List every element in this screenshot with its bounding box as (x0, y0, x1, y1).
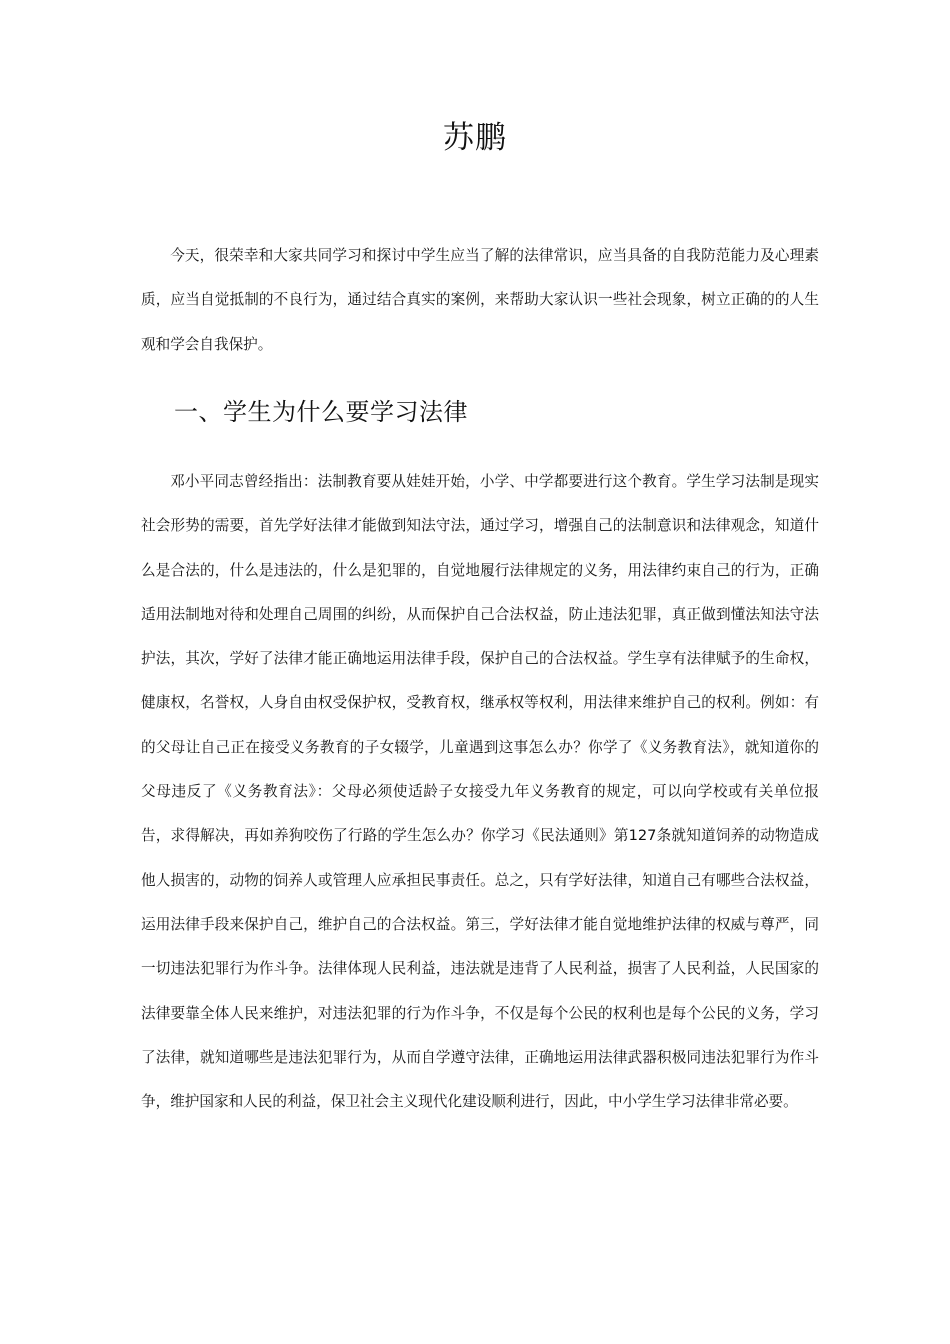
section-body-paragraph: 邓小平同志曾经指出：法制教育要从娃娃开始，小学、中学都要进行这个教育。学生学习法制是现实社会形势的需要，首先学好法律才能做到知法守法，通过学习，增强自己的法制意识和法律观念，知道什么是合法的，什么是违法的，什么是犯罪的，自觉地履行法律规定的义务，用法律约束自己的行为，正确适用法制地对待和处理自己周围的纠纷，从而保护自己合法权益，防止违法犯罪，真正做到懂法知法守法护法，其次，学好了法律才能正确地运用法律手段，保护自己的合法权益。学生享有法律赋予的生命权，健康权，名誉权，人身自由权受保护权，受教育权，继承权等权利，用法律来维护自己的权利。例如：有的父母让自己正在接受义务教育的子女辍学，儿童遇到这事怎么办？你学了《义务教育法》，就知道你的父母违反了《义务教育法》：父母必须使适龄子女接受九年义务教育的规定，可以向学校或有关单位报告，求得解决，再如养狗咬伤了行路的学生怎么办？你学习《民法通则》第127条就知道饲养的动物造成他人损害的，动物的饲养人或管理人应承担民事责任。总之，只有学好法律，知道自己有哪些合法权益，运用法律手段来保护自己，维护自己的合法权益。第三，学好法律才能自觉地维护法律的权威与尊严，同一切违法犯罪行为作斗争。法律体现人民利益，违法就是违背了人民利益，损害了人民利益，人民国家的法律要靠全体人民来维护，对违法犯罪的行为作斗争，不仅是每个公民的权利也是每个公民的义务，学习了法律，就知道哪些是违法犯罪行为，从而自学遵守法律，正确地运用法律武器积极同违法犯罪行为作斗争，维护国家和人民的利益，保卫社会主义现代化建设顺利进行，因此，中小学生学习法律非常必要。 (141, 473, 819, 1111)
section-heading: 一、学生为什么要学习法律 (174, 398, 468, 426)
intro-paragraph: 今天，很荣幸和大家共同学习和探讨中学生应当了解的法律常识，应当具备的自我防范能力及心理素质，应当自觉抵制的不良行为，通过结合真实的案例，来帮助大家认识一些社会现象，树立正确的的人生观和学会自我保护。 (141, 247, 819, 353)
document-title: 苏鹏 (443, 120, 507, 156)
